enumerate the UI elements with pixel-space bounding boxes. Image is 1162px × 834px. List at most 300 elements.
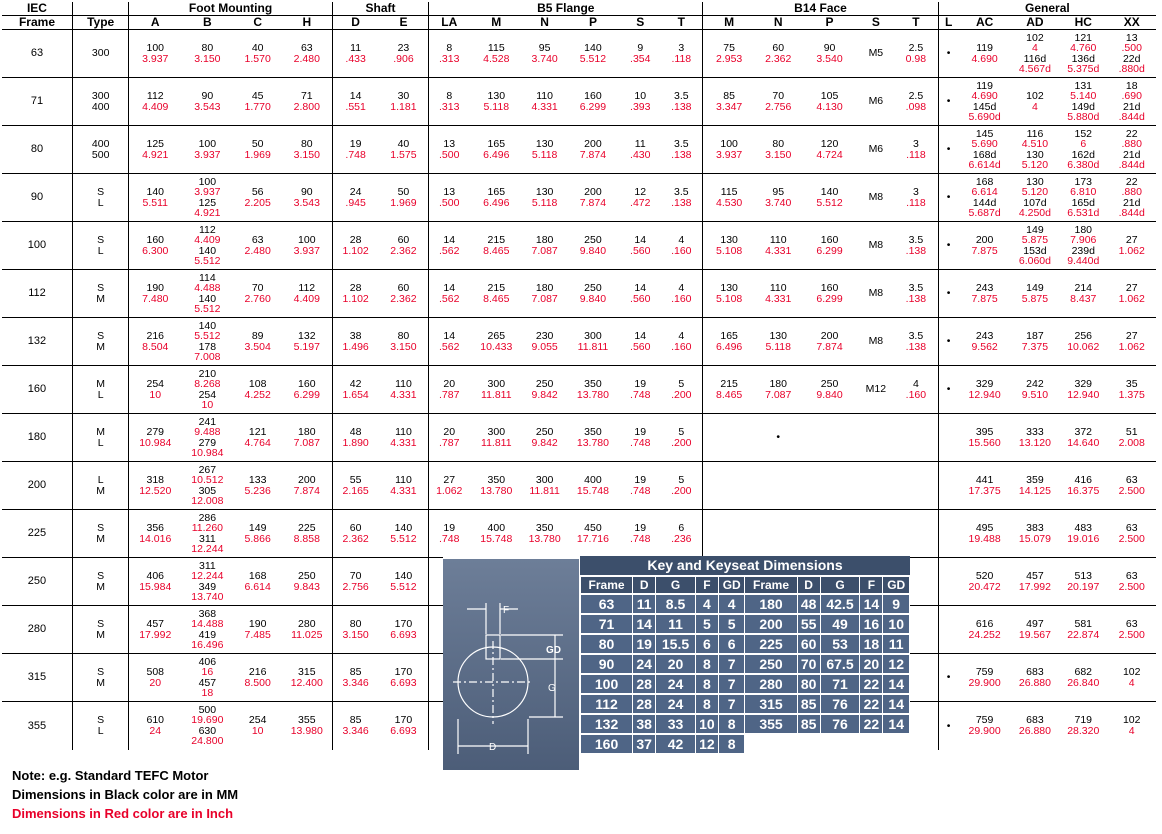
column-header: N (523, 16, 565, 30)
inch-value: .098 (905, 100, 927, 113)
mm-value: • (776, 431, 781, 444)
dimension-cell (379, 606, 429, 654)
mm-value: 130 (1026, 148, 1044, 161)
mm-value: 400 (584, 474, 602, 486)
dimension-cell (858, 510, 894, 558)
mm-value: 279 (198, 436, 217, 449)
type-cell (72, 126, 128, 174)
inch-value: 3.543 (293, 196, 320, 209)
mm-value: 168 (248, 570, 267, 582)
mm-value: 121 (248, 426, 267, 438)
inch-value: 2.362 (765, 52, 792, 65)
dimension-cell (469, 510, 523, 558)
inch-value: 10.984 (139, 436, 172, 449)
dimension-cell (801, 270, 857, 318)
frame-cell: 160 (2, 366, 72, 414)
inch-value: 4.690 (971, 90, 998, 102)
inch-value: 4.250d (1018, 207, 1051, 219)
inch-value: 9.562 (971, 340, 998, 353)
mm-value: 63 (300, 42, 313, 54)
dimension-cell (181, 606, 233, 654)
mm-value: 520 (975, 570, 994, 582)
mm-value: 190 (146, 282, 165, 294)
dimension-cell (332, 222, 378, 270)
inch-value: 5.512 (194, 330, 221, 342)
inch-value: 6.693 (390, 676, 417, 689)
column-header: A (129, 16, 181, 30)
inch-value: 4.530 (716, 196, 743, 209)
inch-value: 4.331 (765, 292, 792, 305)
mm-value: 149d (1071, 100, 1095, 113)
mm-value: 230 (535, 330, 554, 342)
inch-value: 10 (201, 399, 214, 411)
mm-value: 170 (394, 666, 413, 678)
mm-value: 63 (251, 234, 264, 246)
dimension-cell (660, 462, 702, 510)
inch-value: .118 (906, 196, 926, 209)
dimension-cell (660, 414, 702, 462)
mm-value: 500 (198, 703, 217, 716)
key-cell: 42.5 (821, 595, 860, 613)
column-header: M (703, 16, 755, 30)
dimension-cell (801, 462, 857, 510)
inch-value: 19.016 (1067, 532, 1100, 545)
mm-value: 254 (146, 378, 165, 390)
mm-value: 132 (298, 330, 316, 342)
inch-value: 6.614d (968, 159, 1001, 171)
mm-value: 3 (912, 186, 919, 198)
inch-value: 26.880 (1018, 676, 1051, 689)
key-cell: 7 (719, 675, 745, 693)
dimension-cell (894, 126, 938, 174)
type-cell (72, 558, 128, 606)
inch-value: 11.025 (291, 628, 323, 641)
inch-value: 2.500 (1118, 628, 1145, 641)
inch-value: 4.331 (531, 100, 558, 113)
dimension-cell (938, 654, 958, 702)
inch-value: 6.299 (816, 244, 843, 257)
key-cell: 5 (696, 615, 718, 633)
mm-value: 14 (634, 234, 647, 246)
mm-value: 110 (395, 474, 412, 486)
inch-value: 4.409 (194, 234, 221, 246)
inch-value: 3.543 (194, 100, 221, 113)
mm-value: 80 (397, 330, 410, 342)
b5-flange-header: B5 Flange (429, 2, 703, 16)
dimension-cell (332, 366, 378, 414)
inch-value: 3.937 (194, 186, 221, 198)
dimension-cell (429, 414, 469, 462)
mm-value: 3.5 (908, 330, 924, 342)
inch-value: 13.780 (576, 436, 609, 449)
mm-value: 110 (769, 282, 787, 294)
dimension-cell (958, 462, 1010, 510)
dimension-cell (234, 126, 282, 174)
inch-value: .354 (630, 52, 651, 65)
dimension-cell (1011, 702, 1059, 750)
column-header: HC (1059, 16, 1107, 30)
dimension-cell (620, 174, 660, 222)
inch-value: 1.102 (342, 244, 369, 257)
mm-value: 14 (634, 282, 647, 294)
mm-value: 165d (1071, 196, 1095, 209)
mm-value: 160 (820, 234, 839, 246)
inch-value: 7.874 (579, 148, 607, 161)
mm-value: 21d (1122, 196, 1141, 209)
mm-value: 11 (634, 138, 646, 150)
mm-value: 329 (975, 378, 994, 390)
dimension-cell (755, 222, 801, 270)
inch-value: .562 (439, 292, 460, 305)
dimension-cell (566, 366, 620, 414)
dimension-cell (129, 270, 181, 318)
mm-value: 406 (198, 655, 217, 668)
dimension-cell (282, 702, 332, 750)
inch-value: 9.842 (531, 388, 558, 401)
inch-value: 14.640 (1067, 436, 1100, 449)
key-dimensions-panel (443, 556, 910, 770)
dimension-cell (938, 702, 958, 750)
inch-value: .748 (630, 484, 651, 497)
mm-value: 497 (1026, 618, 1044, 630)
mm-value: 140 (394, 570, 413, 582)
inch-value: 5.690d (968, 111, 1001, 123)
key-cell: 80 (581, 635, 632, 653)
inch-value: 7.087 (531, 244, 558, 257)
inch-value: 9.510 (1021, 388, 1049, 401)
inch-value: .880 (1121, 138, 1142, 150)
column-header: B (181, 16, 233, 30)
inch-value: 19.567 (1018, 628, 1051, 641)
key-table-row (581, 635, 909, 653)
inch-value: .200 (671, 484, 692, 497)
note-line-3: Dimensions in Red color are in Inch (12, 806, 234, 821)
mm-value: 125 (146, 138, 165, 150)
mm-value: 513 (1074, 570, 1093, 582)
inch-value: 12.940 (1067, 388, 1100, 401)
dimension-cell (1011, 510, 1059, 558)
dimension-cell (958, 78, 1010, 126)
dimension-cell (429, 318, 469, 366)
dimension-cell (1059, 654, 1107, 702)
dimension-cell (282, 126, 332, 174)
dimension-cell (234, 366, 282, 414)
inch-value: 6.299 (579, 100, 607, 113)
dimension-cell (234, 606, 282, 654)
inch-value: 2.500 (1118, 484, 1145, 497)
dimension-cell (1107, 30, 1156, 78)
inch-value: 5.236 (244, 484, 271, 497)
dimension-cell (801, 318, 857, 366)
mm-value: 100 (198, 175, 217, 188)
inch-value: 5.875 (1021, 292, 1049, 305)
inch-value: 9.488 (194, 426, 221, 438)
group-header-row (2, 2, 1156, 16)
mm-value: 311 (198, 532, 216, 545)
diagram-label-g: G (548, 683, 556, 694)
mm-value: 27 (1125, 330, 1138, 342)
dimension-cell (181, 462, 233, 510)
key-header-cell: Frame (745, 577, 796, 593)
inch-value: 1.375 (1118, 388, 1145, 401)
inch-value: 5.118 (765, 340, 791, 353)
frame-cell: 250 (2, 558, 72, 606)
dimension-cell (469, 126, 523, 174)
key-cell: 67.5 (821, 655, 860, 673)
mm-value: 4 (912, 378, 919, 390)
inch-value: 2.165 (342, 484, 369, 497)
dimension-cell (1011, 558, 1059, 606)
inch-value: 6.060d (1018, 255, 1051, 267)
inch-value: 5.690 (971, 138, 998, 150)
type-value: M (96, 676, 106, 689)
dimension-cell (1107, 510, 1156, 558)
dimension-cell (1107, 78, 1156, 126)
mm-value: 5 (678, 378, 685, 390)
dimension-cell (282, 366, 332, 414)
inch-value: 6.496 (483, 148, 510, 161)
inch-value: 4.409 (293, 292, 320, 305)
inch-value: .787 (439, 388, 460, 401)
inch-value: 7.874 (816, 340, 843, 353)
inch-value: 7.906 (1070, 234, 1097, 246)
dimension-cell (858, 222, 894, 270)
mm-value: 133 (248, 474, 267, 486)
dimension-cell (181, 126, 233, 174)
dimension-cell (379, 30, 429, 78)
mm-value: 19 (634, 426, 647, 438)
inch-value: 5.511 (142, 196, 169, 209)
mm-value: 250 (584, 282, 602, 294)
mm-value: 85 (349, 714, 362, 727)
inch-value: 1.062 (1118, 292, 1145, 305)
inch-value: 4.921 (142, 148, 169, 161)
mm-value: 60 (397, 234, 410, 246)
type-value: S (97, 282, 105, 294)
type-cell (72, 222, 128, 270)
inch-value: 5.120 (1021, 186, 1049, 198)
dimension-cell (858, 366, 894, 414)
dimension-cell (755, 366, 801, 414)
mm-value: 85 (723, 90, 735, 102)
dimension-cell (429, 174, 469, 222)
mm-value: 170 (394, 714, 413, 727)
inch-value: 4.724 (816, 148, 843, 161)
key-cell: 15.5 (656, 635, 695, 653)
dimension-cell (1107, 606, 1156, 654)
mm-value: 457 (1026, 570, 1044, 582)
key-cell: 14 (633, 615, 655, 633)
key-cell: 8 (696, 655, 718, 673)
mm-value: 85 (349, 666, 362, 678)
mm-value: 300 (487, 426, 506, 438)
dimension-cell (332, 78, 378, 126)
mm-value: 95 (772, 186, 785, 198)
mm-value: 173 (1074, 175, 1093, 188)
inch-value: 19.488 (968, 532, 1001, 545)
inch-value: .500 (439, 148, 460, 161)
key-cell: 16 (860, 615, 882, 633)
key-table-row (581, 735, 909, 753)
inch-value: 1.062 (436, 484, 463, 497)
mm-value: 89 (251, 330, 264, 342)
iec-header: IEC (2, 2, 72, 16)
dimension-cell (660, 126, 702, 174)
mm-value: 130 (535, 186, 554, 198)
column-header: D (332, 16, 378, 30)
mm-value: 149 (1026, 282, 1044, 294)
mm-value: 168 (975, 175, 994, 188)
mm-value: M8 (868, 287, 884, 300)
mm-value: 2.5 (908, 90, 924, 102)
dimension-cell (958, 270, 1010, 318)
mm-value: 19 (349, 138, 362, 150)
mm-value: 168d (972, 148, 997, 161)
key-cell: 160 (581, 735, 632, 753)
dimension-cell (129, 366, 181, 414)
inch-value: 8.465 (483, 292, 510, 305)
inch-value: 2.500 (1118, 580, 1145, 593)
inch-value: 2.362 (390, 244, 417, 257)
dimension-cell (858, 318, 894, 366)
dimension-cell (523, 222, 565, 270)
mm-value: 140 (584, 42, 602, 54)
inch-value: 4.690 (971, 52, 998, 65)
inch-value: .393 (630, 100, 651, 113)
dimension-cell (379, 222, 429, 270)
mm-value: 349 (198, 580, 217, 593)
inch-value: 3.740 (531, 52, 558, 65)
key-cell: 90 (581, 655, 632, 673)
mm-value: 160 (298, 378, 316, 390)
type-value: S (97, 186, 105, 198)
dimension-cell (469, 414, 523, 462)
key-table-body (581, 595, 909, 753)
key-table-header (581, 577, 909, 593)
inch-value: 5.118 (531, 148, 558, 161)
mm-value: 12 (634, 186, 647, 198)
mm-value: 40 (397, 138, 410, 150)
mm-value: 3 (912, 138, 919, 150)
mm-value: 130 (1026, 175, 1044, 188)
shaft-header: Shaft (332, 2, 429, 16)
key-cell: 8 (696, 675, 718, 693)
inch-value: 8.465 (483, 244, 510, 257)
mm-value: 395 (975, 426, 994, 438)
dimension-cell (1011, 270, 1059, 318)
dimension-cell (129, 126, 181, 174)
dimension-cell (703, 510, 755, 558)
dimension-cell (703, 126, 755, 174)
dimension-cell (469, 318, 523, 366)
inch-value: 5.512 (194, 255, 221, 267)
key-header-cell: G (656, 577, 695, 593)
inch-value: 10.433 (480, 340, 513, 353)
mm-value: 19 (634, 522, 647, 534)
type-cell (72, 702, 128, 750)
inch-value: .844d (1118, 207, 1145, 219)
dimension-cell (938, 126, 958, 174)
dimension-cell (958, 414, 1010, 462)
mm-value: • (946, 239, 951, 252)
key-table-row (581, 695, 909, 713)
dimension-cell (660, 78, 702, 126)
dimension-cell (379, 366, 429, 414)
dimension-cell (429, 30, 469, 78)
key-table-row (581, 595, 909, 613)
dimension-cell (660, 318, 702, 366)
table-row (2, 414, 1156, 462)
inch-value: 4.510 (1021, 138, 1049, 150)
inch-value: 5.866 (244, 532, 271, 545)
inch-value: .748 (630, 436, 651, 449)
inch-value: 16 (201, 666, 214, 678)
dimension-cell (181, 30, 233, 78)
mm-value: 630 (198, 724, 217, 737)
mm-value: 110 (395, 426, 412, 438)
inch-value: .160 (671, 292, 692, 305)
dimension-cell (938, 606, 958, 654)
column-header: AD (1011, 16, 1059, 30)
mm-value: 4 (678, 330, 685, 342)
dimension-cell (379, 126, 429, 174)
key-cell: 8 (719, 735, 745, 753)
dimension-cell (755, 78, 801, 126)
general-header: General (938, 2, 1156, 16)
dimension-cell (801, 78, 857, 126)
inch-value: .945 (345, 196, 366, 209)
inch-value: 3.346 (342, 676, 369, 689)
column-header: T (660, 16, 702, 30)
inch-value: 14.488 (191, 618, 224, 630)
type-cell (72, 30, 128, 78)
dimension-cell (129, 558, 181, 606)
inch-value: 6.300 (142, 244, 169, 257)
mm-value: 130 (487, 90, 506, 102)
mm-value: 180 (535, 282, 554, 294)
table-row (2, 30, 1156, 78)
dimension-cell (958, 318, 1010, 366)
inch-value: 7.874 (579, 196, 607, 209)
type-cell (72, 270, 128, 318)
mm-value: 140 (198, 244, 217, 257)
key-cell: 280 (745, 675, 796, 693)
mm-value: 3.5 (908, 282, 924, 294)
column-header: E (379, 16, 429, 30)
dimension-cell (1011, 30, 1059, 78)
dimension-cell (1059, 126, 1107, 174)
inch-value: 2.500 (1118, 532, 1145, 545)
mm-value: 160 (146, 234, 165, 246)
column-header: P (566, 16, 620, 30)
mm-value: • (946, 191, 951, 204)
mm-value: M8 (868, 191, 884, 204)
mm-value: • (946, 671, 951, 684)
dimension-cell (282, 270, 332, 318)
column-header: S (620, 16, 660, 30)
inch-value: 9.440d (1067, 255, 1100, 267)
inch-value: 15.079 (1018, 532, 1051, 545)
dimension-cell (801, 222, 857, 270)
mm-value: 23 (397, 42, 410, 54)
key-cell: 355 (745, 715, 796, 733)
dimension-cell (620, 510, 660, 558)
inch-value: .880d (1118, 63, 1145, 75)
table-row (2, 270, 1156, 318)
mm-value: 178 (198, 340, 217, 353)
mm-value: 350 (535, 522, 554, 534)
dimension-cell (234, 414, 282, 462)
